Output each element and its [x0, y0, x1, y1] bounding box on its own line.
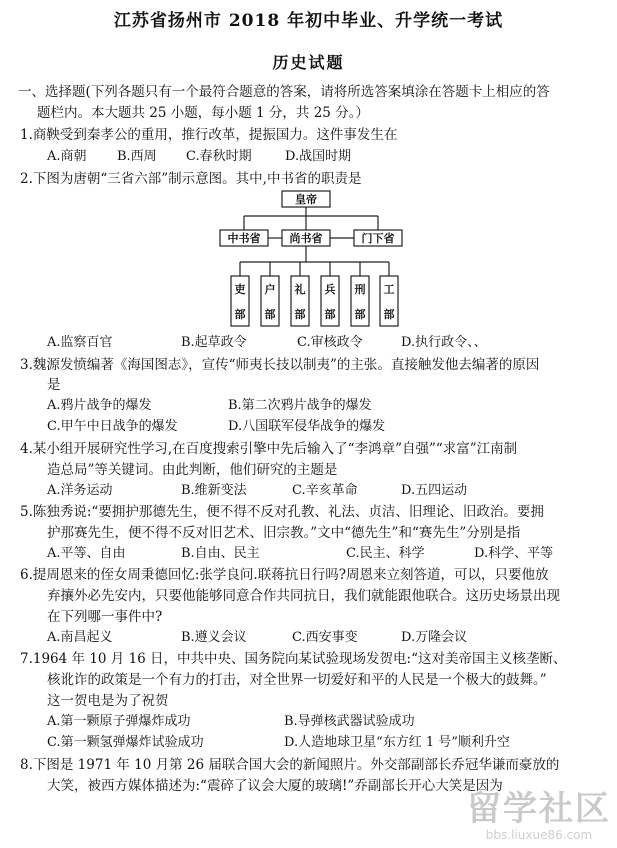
- question-2-option-b: B.起草政令: [181, 335, 247, 350]
- ministry-li-top: 吏: [234, 283, 246, 296]
- ministry-gong-bottom: 部: [383, 308, 395, 321]
- question-4-text-line-1: 4.某小组开展研究性学习,在百度搜索引擎中先后输入了“李鸿章”自强”“求富”江南制: [20, 441, 518, 457]
- question-5-option-d: D.科学、平等: [474, 546, 554, 561]
- question-4-option-a: A.洋务运动: [47, 483, 113, 498]
- question-7-text-line-2: 核讹诈的政策是一个有力的打击，对全世界一切爱好和平的人民是一个极大的鼓舞。”: [47, 672, 547, 688]
- question-6-text-line-2: 弃攘外必先安内，只要他能够同意合作共同抗日，我们就能跟他联合。这历史场景出现: [47, 588, 560, 604]
- emperor-label: 皇帝: [295, 193, 317, 206]
- question-3-option-b: B.第二次鸦片战争的爆发: [228, 398, 372, 413]
- question-6-text-line-1: 6.提周恩来的侄女周秉德回忆:张学良问.联蒋抗日行吗?周恩来立刻答道，可以，只要他放: [20, 567, 549, 583]
- question-3-option-a: A.鸦片战争的爆发: [47, 398, 152, 413]
- shangshu-label: 尚书省: [289, 232, 323, 245]
- ministry-hu-top: 户: [264, 283, 276, 296]
- menxia-label: 门下省: [361, 232, 395, 245]
- question-3-text-line-2: 是: [47, 377, 61, 393]
- question-7-option-d: D.人造地球卫星“东方红 1 号”顺利升空: [284, 735, 510, 750]
- ministry-rites-bottom: 部: [294, 308, 306, 321]
- question-2-text: 2.下图为唐朝“三省六部”制示意图。其中,中书省的职责是: [20, 171, 362, 187]
- ministry-hu-bottom: 部: [264, 308, 276, 321]
- exam-subtitle: 历史试题: [272, 53, 345, 72]
- question-1-option-d: D.战国时期: [285, 149, 352, 164]
- ministry-bing-bottom: 部: [324, 308, 336, 321]
- question-6-option-c: C.西安事变: [292, 630, 358, 645]
- question-7-text-line-1: 7.1964 年 10 月 16 日，中共中央、国务院向某试验现场发贺电:“这对美帝国主义核垄断、: [20, 651, 567, 667]
- watermark-url: bbs.liuxue86.com: [485, 828, 593, 842]
- ministry-gong-top: 工: [383, 283, 395, 296]
- question-6-option-d: D.万隆会议: [401, 630, 468, 645]
- question-5-option-c: C.民主、科学: [346, 546, 425, 561]
- question-6-text-line-3: 在下列哪一事件中?: [47, 609, 163, 625]
- zhongshu-label: 中书省: [227, 232, 261, 245]
- section-instruction-line-2: 题栏内。本大题共 25 小题，每小题 1 分，共 25 分。）: [37, 105, 369, 121]
- question-7-option-a: A.第一颗原子弹爆炸成功: [47, 714, 191, 729]
- question-4-option-d: D.五四运动: [401, 483, 468, 498]
- question-6-option-b: B.遵义会议: [181, 630, 247, 645]
- ministry-rites-top: 礼: [294, 283, 306, 296]
- question-8-text-line-1: 8.下图是 1971 年 10 月第 26 届联合国大会的新闻照片。外交部副部长乔冠华谦而豪放的: [20, 757, 560, 773]
- question-6-option-a: A.南昌起义: [47, 630, 113, 645]
- question-1-text: 1.商鞅受到秦孝公的重用，推行改革，提振国力。这件事发生在: [20, 127, 398, 143]
- question-2-option-c: C.审核政令: [297, 335, 363, 350]
- question-1-option-b: B.西周: [117, 149, 157, 164]
- ministry-bing-top: 兵: [324, 283, 336, 296]
- watermark-logo-text: 留学社区: [467, 789, 611, 829]
- three-departments-six-ministries-diagram: [211, 188, 407, 328]
- section-instruction-line-1: 一、选择题(下列各题只有一个最符合题意的答案，请将所选答案填涂在答题卡上相应的答: [18, 84, 550, 100]
- question-3-text-line-1: 3.魏源发愤编著《海国图志》，宣传“师夷长技以制夷”的主张。直接触发他去编著的原因: [20, 357, 540, 373]
- question-3-option-d: D.八国联军侵华战争的爆发: [228, 419, 386, 434]
- question-3-option-c: C.甲午中日战争的爆发: [47, 419, 178, 434]
- site-watermark: [467, 790, 611, 842]
- question-5-text-line-2: 护那赛先生，便不得不反对旧艺术、旧宗教。”文中“德先生”和“赛先生”分别是指: [47, 525, 521, 541]
- ministry-li-bottom: 部: [234, 308, 246, 321]
- question-1-option-a: A.商朝: [47, 149, 87, 164]
- question-1-option-c: C.春秋时期: [186, 149, 252, 164]
- ministry-xing-top: 刑: [354, 283, 366, 296]
- question-2-option-d: D.执行政令、、: [401, 335, 487, 350]
- question-4-option-b: B.维新变法: [181, 483, 247, 498]
- question-7-text-line-3: 这一贺电是为了祝贺: [47, 693, 169, 709]
- question-4-text-line-2: 造总局”等关键词。由此判断，他们研究的主题是: [47, 462, 338, 478]
- question-5-option-a: A.平等、自由: [47, 546, 126, 561]
- question-5-text-line-1: 5.陈独秀说:“要拥护那德先生，便不得不反对孔教、礼法、贞洁、旧理论、旧政治。要拥: [20, 504, 544, 520]
- question-2-option-a: A.监察百官: [47, 335, 113, 350]
- question-7-option-b: B.导弹核武器试验成功: [284, 714, 415, 729]
- question-5-option-b: B.自由、民主: [181, 546, 260, 561]
- exam-title: 江苏省扬州市 2018 年初中毕业、升学统一考试: [113, 11, 504, 31]
- question-4-option-c: C.辛亥革命: [292, 483, 358, 498]
- ministry-xing-bottom: 部: [354, 308, 366, 321]
- question-8-text-line-2: 大笑，被西方媒体描述为:“震碎了议会大厦的玻璃!”乔副部长开心大笑是因为: [47, 778, 503, 794]
- question-7-option-c: C.第一颗氢弹爆炸试验成功: [47, 735, 204, 750]
